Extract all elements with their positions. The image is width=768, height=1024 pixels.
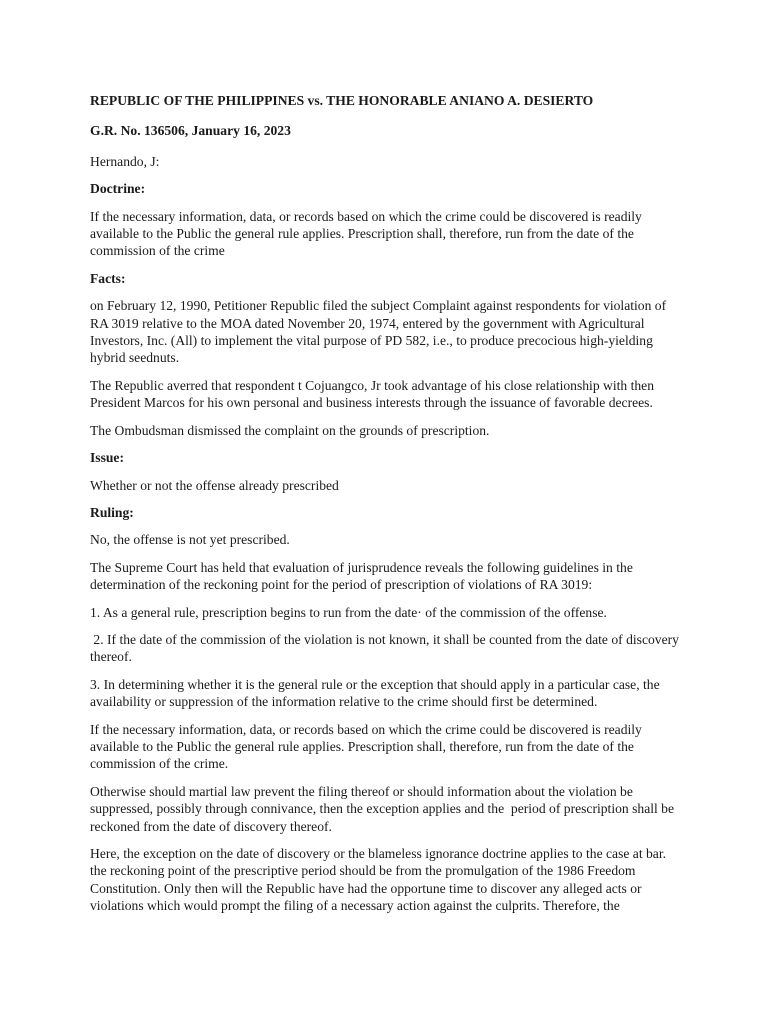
ruling-paragraph: 1. As a general rule, prescription begins to run from the date· of the commission of the offense. [90, 604, 607, 620]
document-body [90, 92, 683, 925]
case-title: REPUBLIC OF THE PHILIPPINES vs. THE HONORABLE ANIANO A. DESIERTO [90, 93, 594, 108]
ruling-paragraph: Otherwise should martial law prevent the filing thereof or should information about the violation be suppressed, possibly through connivance, then the exception applies and the period of prescription shall be reckoned from the date of discovery thereof. [90, 783, 678, 834]
ruling-paragraph: No, the offense is not yet prescribed. [90, 532, 290, 548]
facts-heading: Facts: [90, 270, 126, 286]
doctrine-text: If the necessary information, data, or records based on which the crime could be discovered is readily available to the Public the general rule applies. Prescription shall, therefore, run from the date of the commission of the crime [90, 208, 642, 259]
facts-paragraph: The Ombudsman dismissed the complaint on the grounds of prescription. [90, 422, 490, 438]
ruling-paragraph: The Supreme Court has held that evaluation of jurisprudence reveals the following guidelines in the determination of the reckoning point for the period of prescription of violations of RA 3019: [90, 559, 633, 593]
ruling-paragraph: If the necessary information, data, or records based on which the crime could be discovered is readily available to the Public the general rule applies. Prescription shall, therefore, run from the date of the commission of the crime. [90, 721, 642, 772]
ruling-paragraph: 2. If the date of the commission of the violation is not known, it shall be counted from the date of discovery thereof. [90, 631, 683, 665]
facts-paragraph: on February 12, 1990, Petitioner Republic filed the subject Complaint against respondents for violation of RA 3019 relative to the MOA dated November 20, 1974, entered by the government with Agricultural Investors, Inc. (All) to implement the vital purpose of PD 582, i.e., to produce precocious high-yielding hybrid seednuts. [90, 298, 667, 366]
ponente: Hernando, J: [90, 153, 160, 169]
gr-number: G.R. No. 136506, January 16, 2023 [90, 123, 291, 139]
ruling-paragraph: Here, the exception on the date of discovery or the blameless ignorance doctrine applies to the case at bar. the reckoning point of the prescriptive period should be from the promulgation of the 1986 Freedom Constitution. Only then will the Republic have had the opportune time to discover any alleged acts or violations which would prompt the filing of a necessary action against the culprits. Therefore, the [90, 846, 667, 914]
issue-heading: Issue: [90, 450, 124, 466]
ruling-paragraph: 3. In determining whether it is the general rule or the exception that should apply in a particular case, the availability or suppression of the information relative to the crime should first be determined. [90, 676, 660, 710]
ruling-heading: Ruling: [90, 504, 134, 520]
doctrine-heading: Doctrine: [90, 181, 146, 197]
facts-paragraph: The Republic averred that respondent t Cojuangco, Jr took advantage of his close relationship with then President Marcos for his own personal and business interests through the issuance of favorable decrees. [90, 377, 654, 411]
issue-text: Whether or not the offense already prescribed [90, 477, 339, 493]
